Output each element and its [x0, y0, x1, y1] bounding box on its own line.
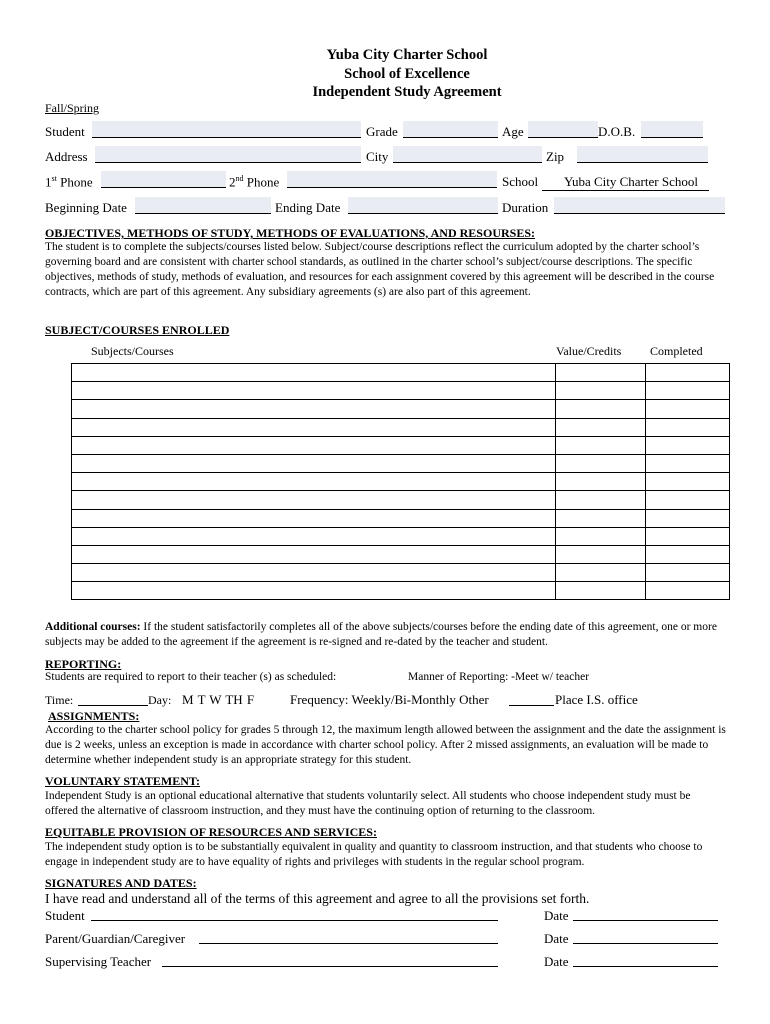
frequency-other-field[interactable] [509, 692, 554, 706]
completed-cell[interactable] [646, 491, 730, 509]
objectives-text: The student is to complete the subjects/courses listed below. Subject/course descriptions reflect the curriculum adopted by the charter school’s governing board and are consistent with charter school standards, as outlined in the charter school’s subject/course descriptions. The specific objectives, methods of study, methods of evaluation, and resources for each assignment covered by this agreement will be described in the course contracts, which are part of this agreement. Any subsidiary agreements (s) are also part of this agreement. [45, 241, 715, 298]
subject-cell[interactable] [72, 527, 556, 545]
completed-cell[interactable] [646, 400, 730, 418]
subject-cell[interactable] [72, 509, 556, 527]
teacher-date-line[interactable] [573, 952, 718, 967]
completed-cell[interactable] [646, 582, 730, 600]
manner-of-reporting: Manner of Reporting: -Meet w/ teacher [408, 671, 590, 683]
credits-cell[interactable] [556, 382, 646, 400]
signatures-heading: SIGNATURES AND DATES: [45, 876, 197, 890]
credits-cell[interactable] [556, 400, 646, 418]
parent-signature-line[interactable] [199, 929, 498, 944]
phone2-label [229, 174, 279, 190]
subject-cell[interactable] [72, 491, 556, 509]
school-value-text: Yuba City Charter School [564, 174, 698, 189]
student-date-label: Date [544, 908, 569, 923]
table-row [72, 418, 730, 436]
credits-cell[interactable] [556, 364, 646, 382]
completed-cell[interactable] [646, 509, 730, 527]
completed-cell[interactable] [646, 418, 730, 436]
city-label: City [366, 149, 389, 164]
subject-cell[interactable] [72, 418, 556, 436]
table-row [72, 527, 730, 545]
subject-cell[interactable] [72, 473, 556, 491]
term-label: Fall/Spring [45, 101, 100, 115]
credits-cell[interactable] [556, 436, 646, 454]
objectives-heading: OBJECTIVES, METHODS OF STUDY, METHODS OF EVALUATIONS, AND RESOURSES: [45, 226, 535, 240]
table-row [72, 400, 730, 418]
age-label: Age [502, 124, 524, 139]
table-row [72, 473, 730, 491]
completed-cell[interactable] [646, 364, 730, 382]
phone1-text: Phone [56, 174, 93, 190]
teacher-signature-line[interactable] [162, 952, 498, 967]
credits-cell[interactable] [556, 473, 646, 491]
place-label: Place I.S. office [555, 692, 638, 707]
duration-field[interactable] [554, 197, 725, 214]
day-options[interactable]: M T W TH F [182, 692, 255, 707]
parent-date-label: Date [544, 931, 569, 946]
equitable-text: The independent study option is to be substantially equivalent in quality and quantity to classroom instruction, and that students who choose to engage in independent study are to have equality of rights and privileges with students in the regular school program. [45, 841, 703, 868]
assignments-heading: ASSIGNMENTS: [48, 709, 140, 723]
teacher-signature-label: Supervising Teacher [45, 954, 152, 969]
table-row [72, 454, 730, 472]
dob-label: D.O.B. [598, 124, 636, 139]
col-value-header: Value/Credits [556, 344, 622, 358]
phone1-number: 1 [45, 174, 52, 190]
time-field[interactable] [78, 692, 148, 706]
parent-signature-label: Parent/Guardian/Caregiver [45, 931, 186, 946]
table-row [72, 545, 730, 563]
credits-cell[interactable] [556, 564, 646, 582]
credits-cell[interactable] [556, 527, 646, 545]
phone1-label [45, 174, 93, 190]
credits-cell[interactable] [556, 454, 646, 472]
city-field[interactable] [393, 146, 542, 163]
col-subjects-header: Subjects/Courses [91, 344, 174, 358]
col-completed-header: Completed [650, 344, 703, 358]
address-label: Address [45, 149, 88, 164]
subject-cell[interactable] [72, 436, 556, 454]
time-label: Time: [45, 693, 74, 707]
completed-cell[interactable] [646, 564, 730, 582]
table-row [72, 436, 730, 454]
phone2-number: 2 [229, 174, 236, 190]
school-value[interactable] [542, 174, 709, 191]
dob-field[interactable] [641, 121, 703, 138]
school-name: Yuba City Charter School [326, 47, 488, 63]
completed-cell[interactable] [646, 436, 730, 454]
duration-label: Duration [502, 200, 549, 215]
grade-field[interactable] [403, 121, 498, 138]
age-field[interactable] [528, 121, 598, 138]
table-row [72, 491, 730, 509]
student-signature-label: Student [45, 908, 85, 923]
completed-cell[interactable] [646, 545, 730, 563]
credits-cell[interactable] [556, 582, 646, 600]
school-subtitle: School of Excellence [344, 66, 470, 82]
completed-cell[interactable] [646, 527, 730, 545]
courses-heading: SUBJECT/COURSES ENROLLED [45, 323, 230, 337]
signatures-statement: I have read and understand all of the terms of this agreement and agree to all the provisions set forth. [45, 891, 590, 906]
completed-cell[interactable] [646, 382, 730, 400]
credits-cell[interactable] [556, 509, 646, 527]
reporting-heading: REPORTING: [45, 657, 122, 671]
address-field[interactable] [95, 146, 361, 163]
table-row [72, 364, 730, 382]
grade-label: Grade [366, 124, 398, 139]
student-label: Student [45, 124, 85, 139]
reporting-text: Students are required to report to their teacher (s) as scheduled: [45, 671, 337, 683]
phone1-suffix: st [51, 174, 57, 183]
courses-table [71, 363, 730, 600]
subject-cell[interactable] [72, 582, 556, 600]
voluntary-heading: VOLUNTARY STATEMENT: [45, 774, 201, 788]
table-row [72, 564, 730, 582]
student-date-line[interactable] [573, 906, 718, 921]
table-row [72, 582, 730, 600]
phone1-field[interactable] [101, 171, 226, 188]
additional-courses-label: Additional courses: [45, 621, 141, 633]
subject-cell[interactable] [72, 364, 556, 382]
subject-cell[interactable] [72, 382, 556, 400]
equitable-heading: EQUITABLE PROVISION OF RESOURCES AND SERVICES: [45, 825, 377, 839]
credits-cell[interactable] [556, 491, 646, 509]
beginning-date-label: Beginning Date [45, 200, 127, 215]
beginning-date-field[interactable] [135, 197, 271, 214]
subject-cell[interactable] [72, 400, 556, 418]
completed-cell[interactable] [646, 454, 730, 472]
credits-cell[interactable] [556, 418, 646, 436]
completed-cell[interactable] [646, 473, 730, 491]
additional-courses-body: If the student satisfactorily completes all of the above subjects/courses before the ending date of this agreement, one or more subjects may be added to the agreement if the agreement is re-signed and re-dated by the teacher and student. [45, 621, 717, 648]
ending-date-field[interactable] [348, 197, 498, 214]
student-field[interactable] [92, 121, 361, 138]
day-label: Day: [148, 693, 172, 707]
school-label: School [502, 174, 539, 189]
zip-field[interactable] [577, 146, 708, 163]
zip-label: Zip [546, 149, 565, 164]
table-row [72, 509, 730, 527]
table-row [72, 382, 730, 400]
form-title: Independent Study Agreement [312, 84, 502, 100]
parent-date-line[interactable] [573, 929, 718, 944]
phone2-field[interactable] [287, 171, 497, 188]
assignments-text: According to the charter school policy for grades 5 through 12, the maximum length allowed between the assignment and the date the assignment is due is 2 weeks, unless an exception is made in accordance with charter school policy. After 2 missed assignments, an evaluation will be made to determine whether independent study is an appropriate strategy for this student. [45, 724, 726, 766]
phone2-text: Phone [243, 174, 280, 190]
phone2-suffix: nd [235, 174, 244, 183]
subject-cell[interactable] [72, 454, 556, 472]
frequency-label: Frequency: Weekly/Bi-Monthly Other [290, 692, 489, 707]
subject-cell[interactable] [72, 545, 556, 563]
student-signature-line[interactable] [91, 906, 498, 921]
teacher-date-label: Date [544, 954, 569, 969]
credits-cell[interactable] [556, 545, 646, 563]
voluntary-text: Independent Study is an optional educational alternative that students voluntarily select. All students who choose independent study must be offered the alternative of classroom instruction, and they must have the continuing option of returning to the classroom. [45, 790, 691, 817]
additional-courses-text [45, 620, 725, 650]
subject-cell[interactable] [72, 564, 556, 582]
ending-date-label: Ending Date [275, 200, 341, 215]
